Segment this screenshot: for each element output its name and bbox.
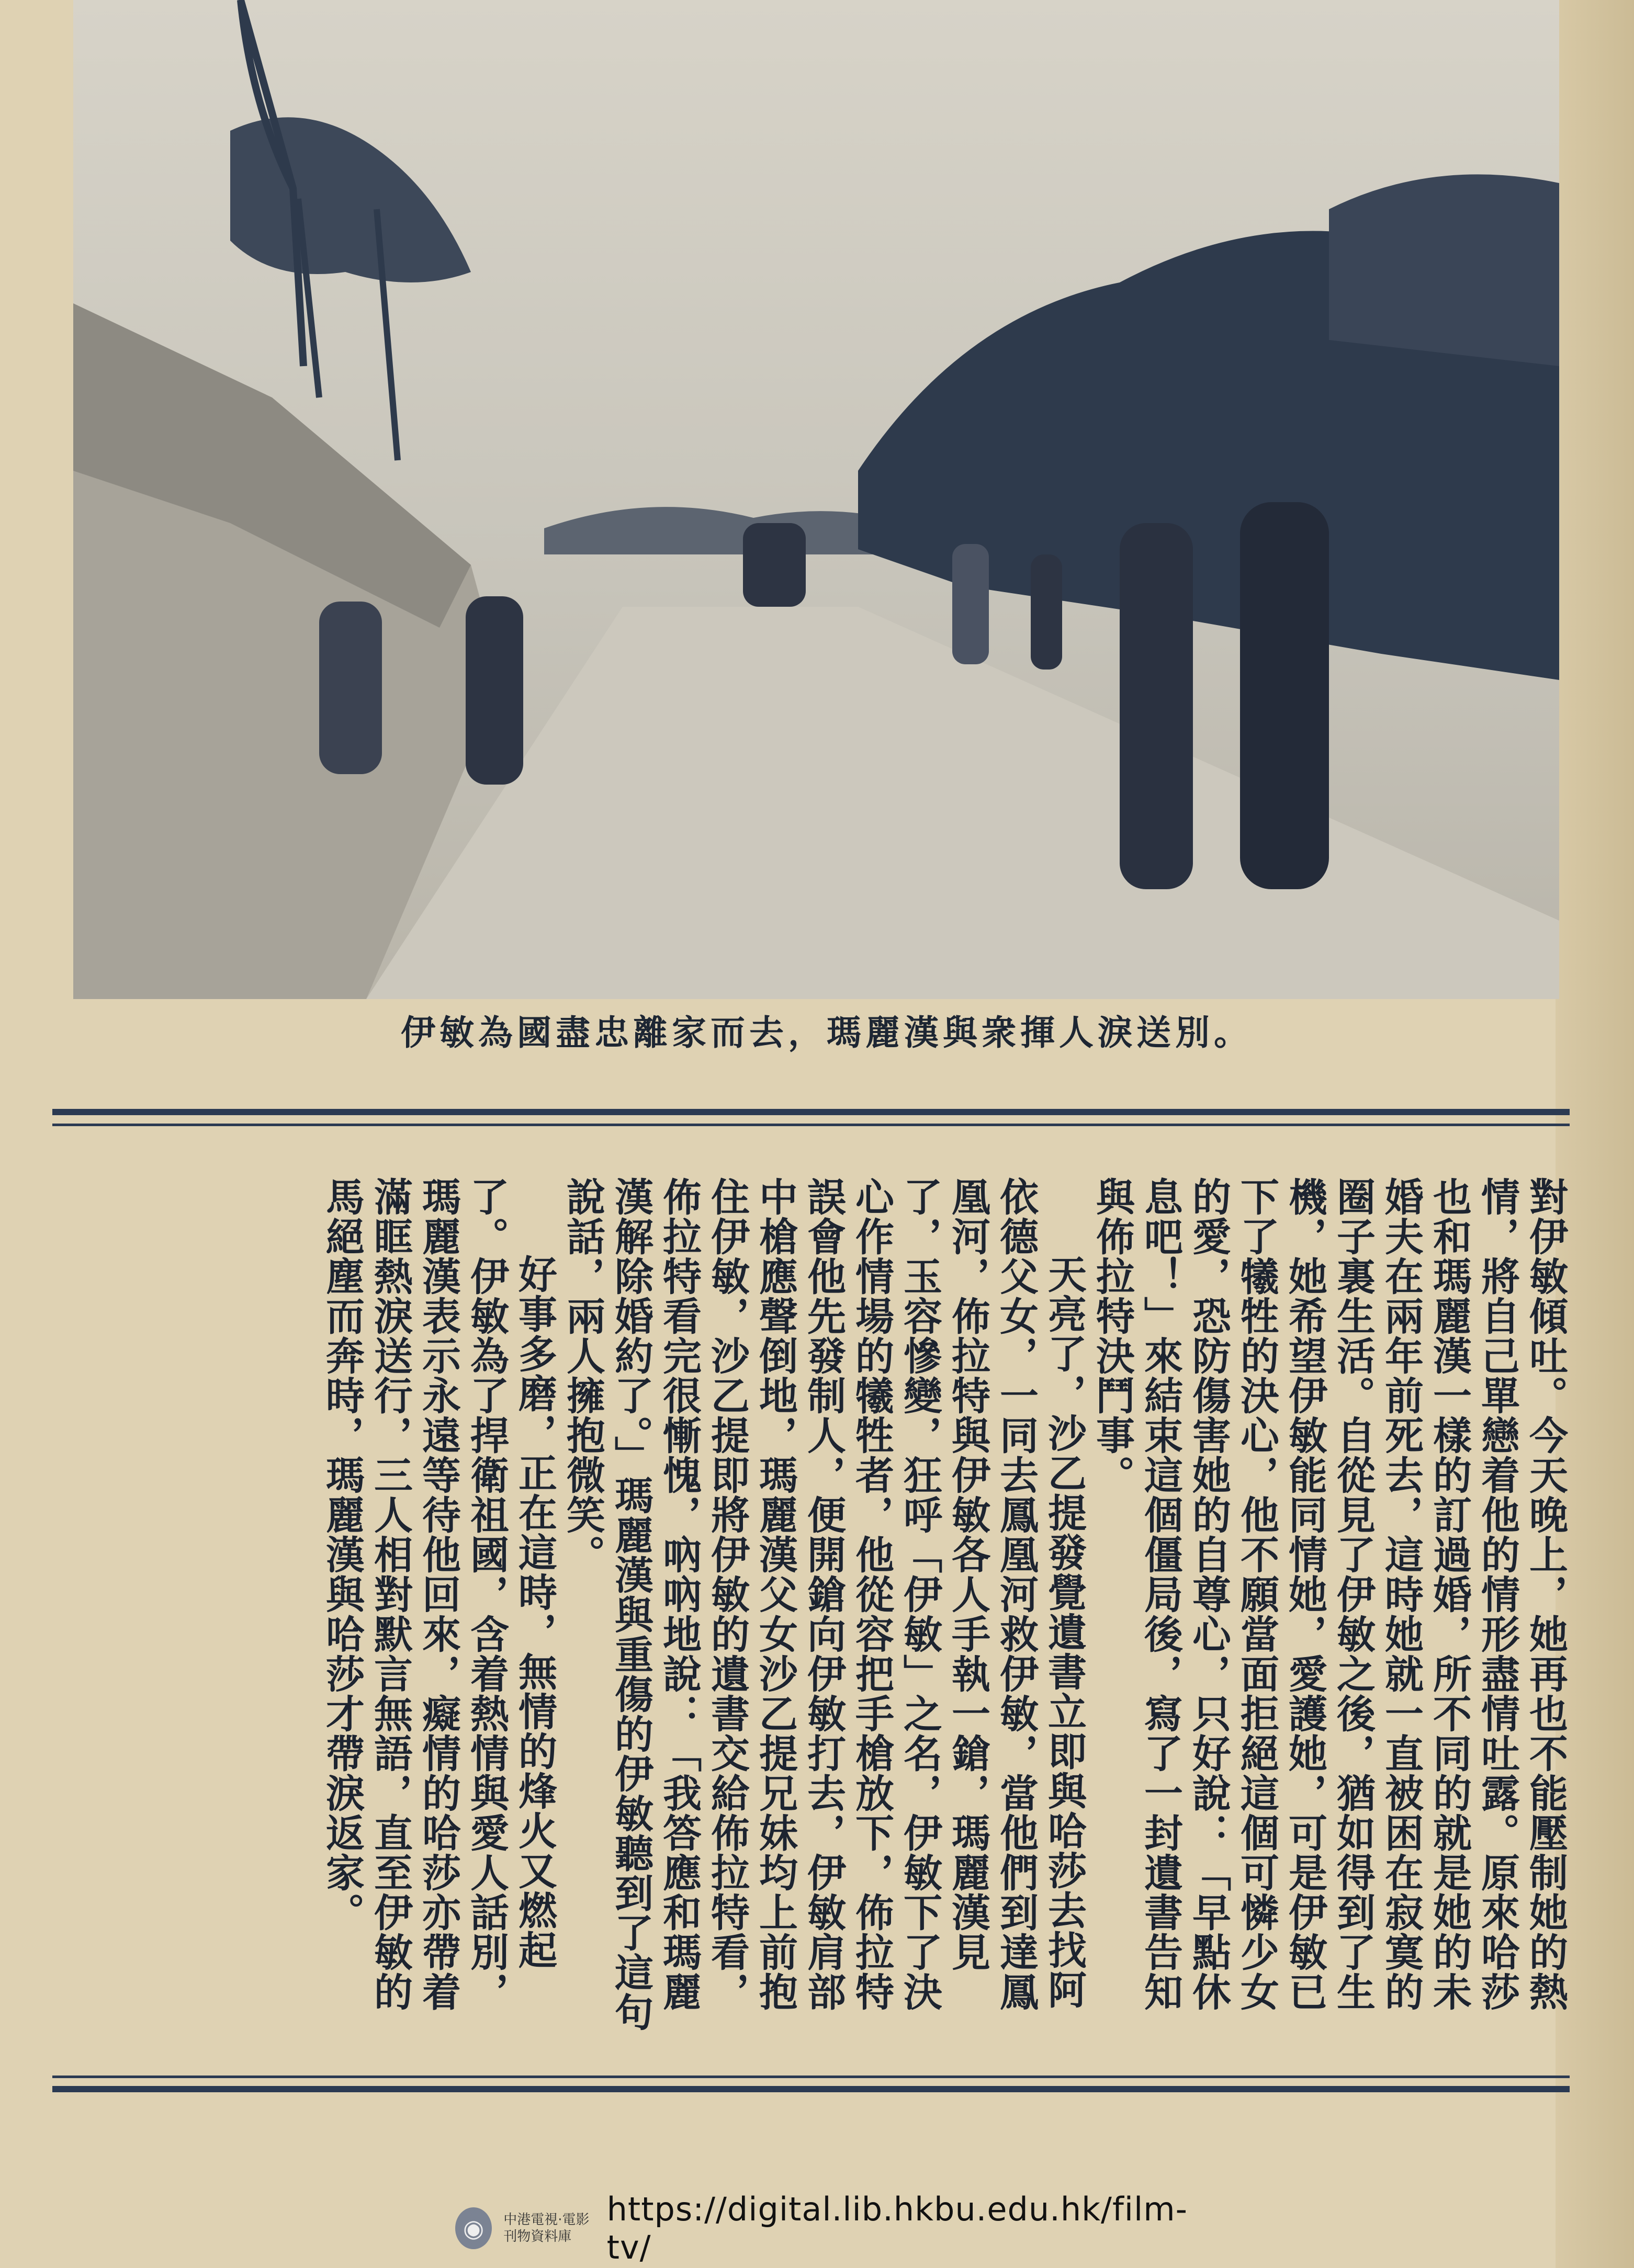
bottom-rule-thick — [52, 2086, 1570, 2092]
article-body — [63, 1177, 1570, 2045]
top-rule-thick — [52, 1109, 1570, 1115]
footer-logo-text: 中港電視·電影 刊物資料庫 — [503, 2212, 590, 2244]
photo-caption: 伊敏為國盡忠離家而去，瑪麗漢與衆揮人淚送別。 — [401, 1013, 1253, 1053]
top-rule-thin — [52, 1124, 1570, 1126]
article-paragraph: 天亮了，沙乙提發覺遺書立即與哈莎去找阿依德父女，一同去鳳凰河救伊敏，當他們到達鳳凰河，佈拉特與伊敏各人手執一鎗，瑪麗漢見了，玉容慘變，狂呼「伊敏」之名，伊敏下了決心作情場的犧牲者，他從容把手槍放下，佈拉特誤會他先發制人，便開鎗向伊敏打去，伊敏肩部中槍應聲倒地，瑪麗漢父女沙乙提兄妹均上前抱住伊敏，沙乙提即將伊敏的遺書交給佈拉特看，佈拉特看完很慚愧，吶吶地說：「我答應和瑪麗漢解除婚約了。」瑪麗漢與重傷的伊敏聽到了這句說話，兩人擁抱微笑。 — [560, 1177, 1087, 2032]
library-logo-icon: ◉ — [455, 2207, 492, 2249]
bottom-rule-thin — [52, 2076, 1570, 2078]
article-paragraph: 對伊敏傾吐。今天晚上，她再也不能壓制她的熱情，將自己單戀着他的情形盡情吐露。原來哈莎也和瑪麗漢一樣的訂過婚，所不同的就是她的未婚夫在兩年前死去，這時她就一直被困在寂寞的圈子裏生活。自從見了伊敏之後，猶如得到了生機，她希望伊敏能同情她，愛護她，可是伊敏已下了犧牲的決心，他不願當面拒絕這個可憐少女的愛，恐防傷害她的自尊心，只好說：「早點休息吧！」來結束這個僵局後，寫了一封遺書告知與佈拉特決鬥事。 — [1090, 1177, 1568, 2012]
article-paragraph: 好事多磨，正在這時，無情的烽火又燃起了。伊敏為了捍衛祖國，含着熱情與愛人話別，瑪麗漢表示永遠等待他回來，癡情的哈莎亦帶着滿眶熱淚送行，三人相對默言無語，直至伊敏的馬絕塵而奔時，瑪麗漢與哈莎才帶淚返家。 — [320, 1177, 557, 2012]
footer-watermark — [455, 2190, 1188, 2266]
footer-url-link[interactable]: https://digital.lib.hkbu.edu.hk/film-tv/ — [606, 2190, 1188, 2266]
figure-striped — [319, 602, 382, 774]
film-still-photo — [73, 0, 1559, 999]
